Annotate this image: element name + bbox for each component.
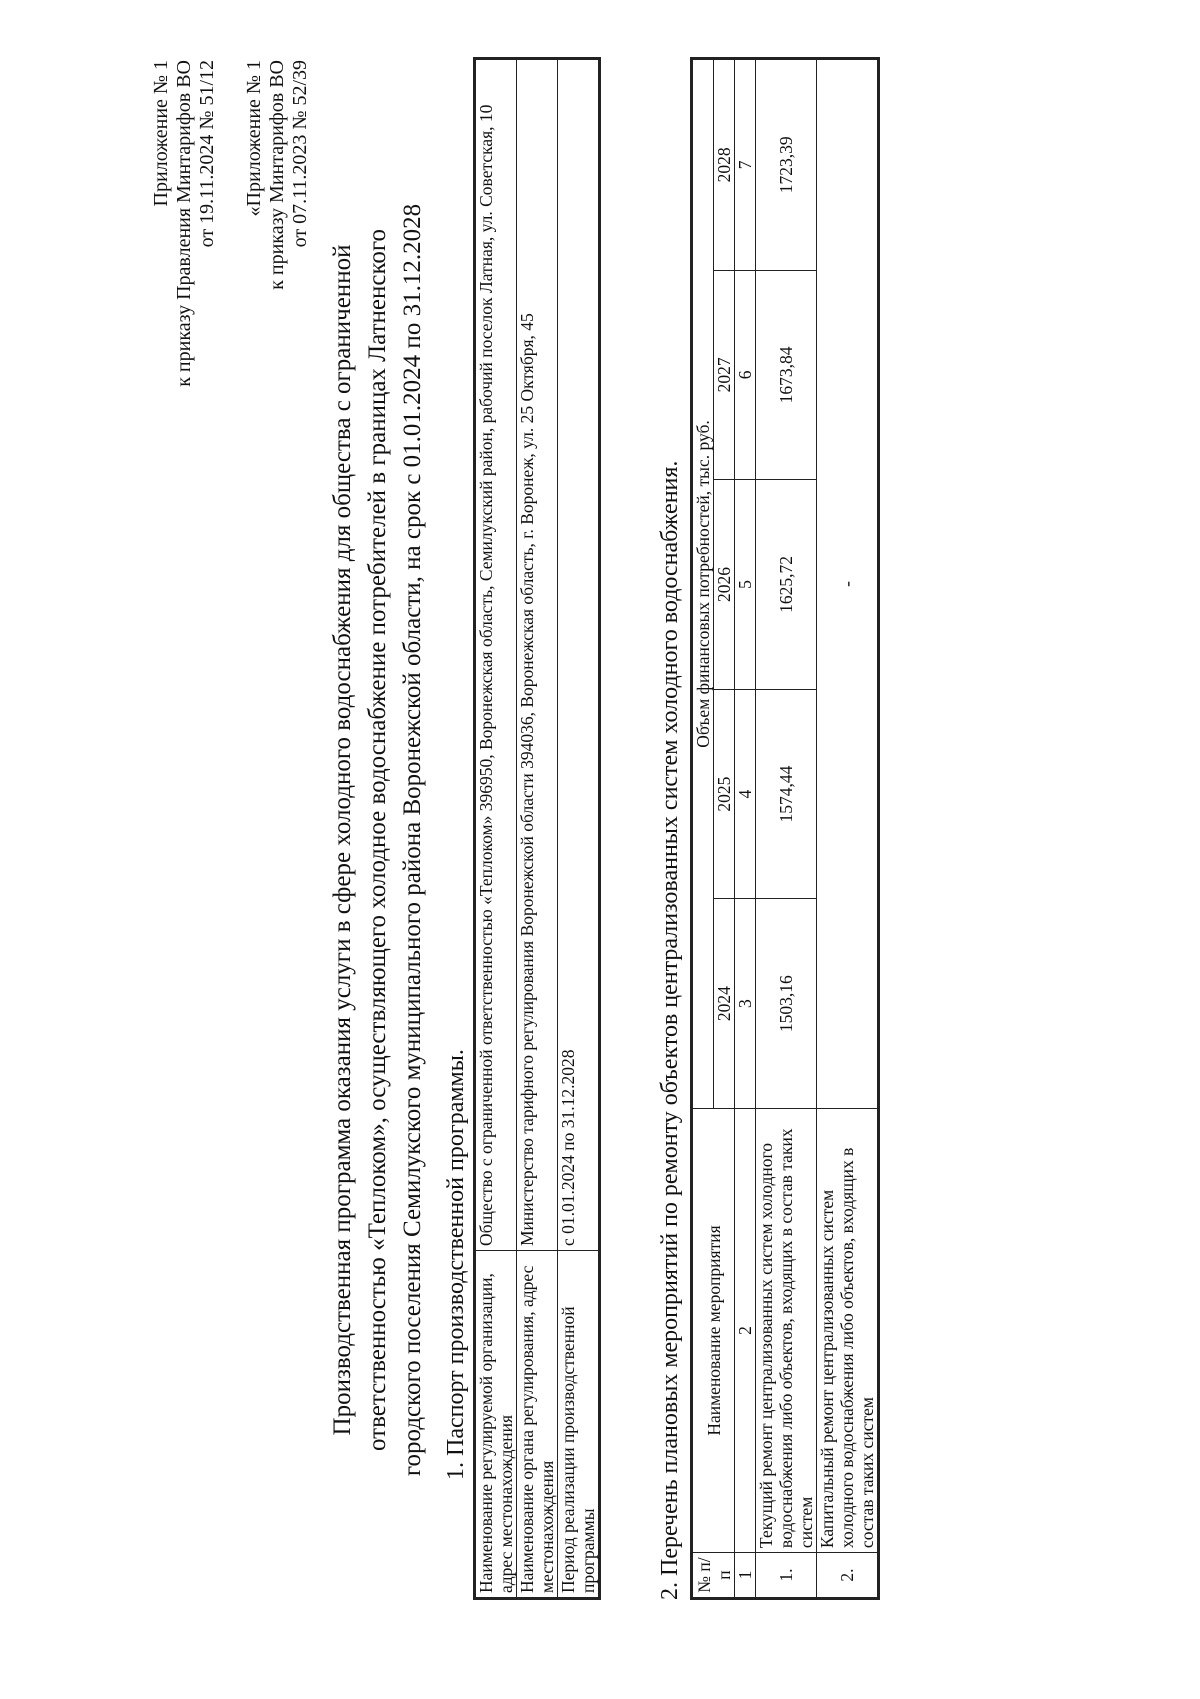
passport-label: Наименование регулируемой организации, адрес местонахождения xyxy=(475,1251,517,1599)
index-cell: 6 xyxy=(735,270,756,480)
index-row xyxy=(735,59,756,1599)
document-page xyxy=(145,60,1155,1620)
col-volume-header: Объем финансовых потребностей, тыс. руб. xyxy=(692,59,714,1109)
table-row xyxy=(475,59,517,1599)
row-number: 1. xyxy=(756,1553,817,1599)
section2-heading: 2. Перечень плановых мероприятий по ремонту объектов централизованных систем холодного водоснабжения. xyxy=(657,460,683,1600)
col-name-header: Наименование мероприятия xyxy=(692,1108,735,1552)
table-header-row xyxy=(692,59,714,1599)
table-row xyxy=(756,59,817,1599)
table-row xyxy=(558,59,600,1599)
index-cell: 7 xyxy=(735,59,756,271)
title-line: ответственностью «Теплоком», осуществляющего холодное водоснабжение потребителей в границах Латненского xyxy=(364,229,391,1451)
year-header: 2024 xyxy=(714,899,735,1109)
appendix-header-current xyxy=(150,60,219,387)
passport-value: с 01.01.2024 по 31.12.2028 xyxy=(558,59,600,1251)
passport-label: Наименование органа регулирования, адрес местонахождения xyxy=(517,1251,558,1599)
index-cell: 5 xyxy=(735,480,756,690)
title-line: городского поселения Семилукского муниципального района Воронежской области, на срок с 01.01.2024 по 31.12.2028 xyxy=(399,203,426,1477)
order-date-line: от 19.11.2024 № 51/12 xyxy=(196,60,218,248)
index-cell: 2 xyxy=(735,1108,756,1552)
index-cell: 3 xyxy=(735,899,756,1109)
appendix-line: Приложение № 1 xyxy=(150,60,172,207)
index-cell: 1 xyxy=(735,1553,756,1599)
year-header: 2026 xyxy=(714,480,735,690)
passport-value: Общество с ограниченной ответственностью «Теплоком» 396950, Воронежская область, Семилукский район, рабочий поселок Латная, ул. Советская, 10 xyxy=(475,59,517,1251)
value-cell-merged: - xyxy=(817,59,879,1109)
year-header: 2027 xyxy=(714,270,735,480)
passport-value: Министерство тарифного регулирования Воронежской области 394036, Воронежская область, г. Воронеж, ул. 25 Октября, 45 xyxy=(517,59,558,1251)
order-line: к приказу Правления Минтарифов ВО xyxy=(173,60,195,387)
col-number-header: № п/п xyxy=(692,1553,735,1599)
table-row xyxy=(817,59,879,1599)
row-number: 2. xyxy=(817,1553,879,1599)
year-header: 2025 xyxy=(714,689,735,899)
value-cell: 1503,16 xyxy=(756,899,817,1109)
index-cell: 4 xyxy=(735,689,756,899)
value-cell: 1574,44 xyxy=(756,689,817,899)
value-cell: 1723,39 xyxy=(756,59,817,271)
table-row xyxy=(517,59,558,1599)
events-table xyxy=(690,57,880,1600)
appendix-header-previous xyxy=(243,60,312,290)
title-line: Производственная программа оказания услуги в сфере холодного водоснабжения для общества с ограниченной xyxy=(329,244,356,1436)
passport-table xyxy=(473,57,601,1600)
order-line: к приказу Минтарифов ВО xyxy=(266,60,288,290)
appendix-line: «Приложение № 1 xyxy=(243,60,265,217)
passport-label: Период реализации производственной программы xyxy=(558,1251,600,1599)
year-header: 2028 xyxy=(714,59,735,271)
order-date-line: от 07.11.2023 № 52/39 xyxy=(289,60,311,248)
event-name: Капитальный ремонт централизованных систем холодного водоснабжения либо объектов, входящих в состав таких систем xyxy=(817,1108,879,1552)
section1-heading: 1. Паспорт производственной программы. xyxy=(443,1049,469,1480)
event-name: Текущий ремонт централизованных систем холодного водоснабжения либо объектов, входящих в состав таких систем xyxy=(756,1108,817,1552)
value-cell: 1673,84 xyxy=(756,270,817,480)
value-cell: 1625,72 xyxy=(756,480,817,690)
document-title xyxy=(325,60,430,1620)
